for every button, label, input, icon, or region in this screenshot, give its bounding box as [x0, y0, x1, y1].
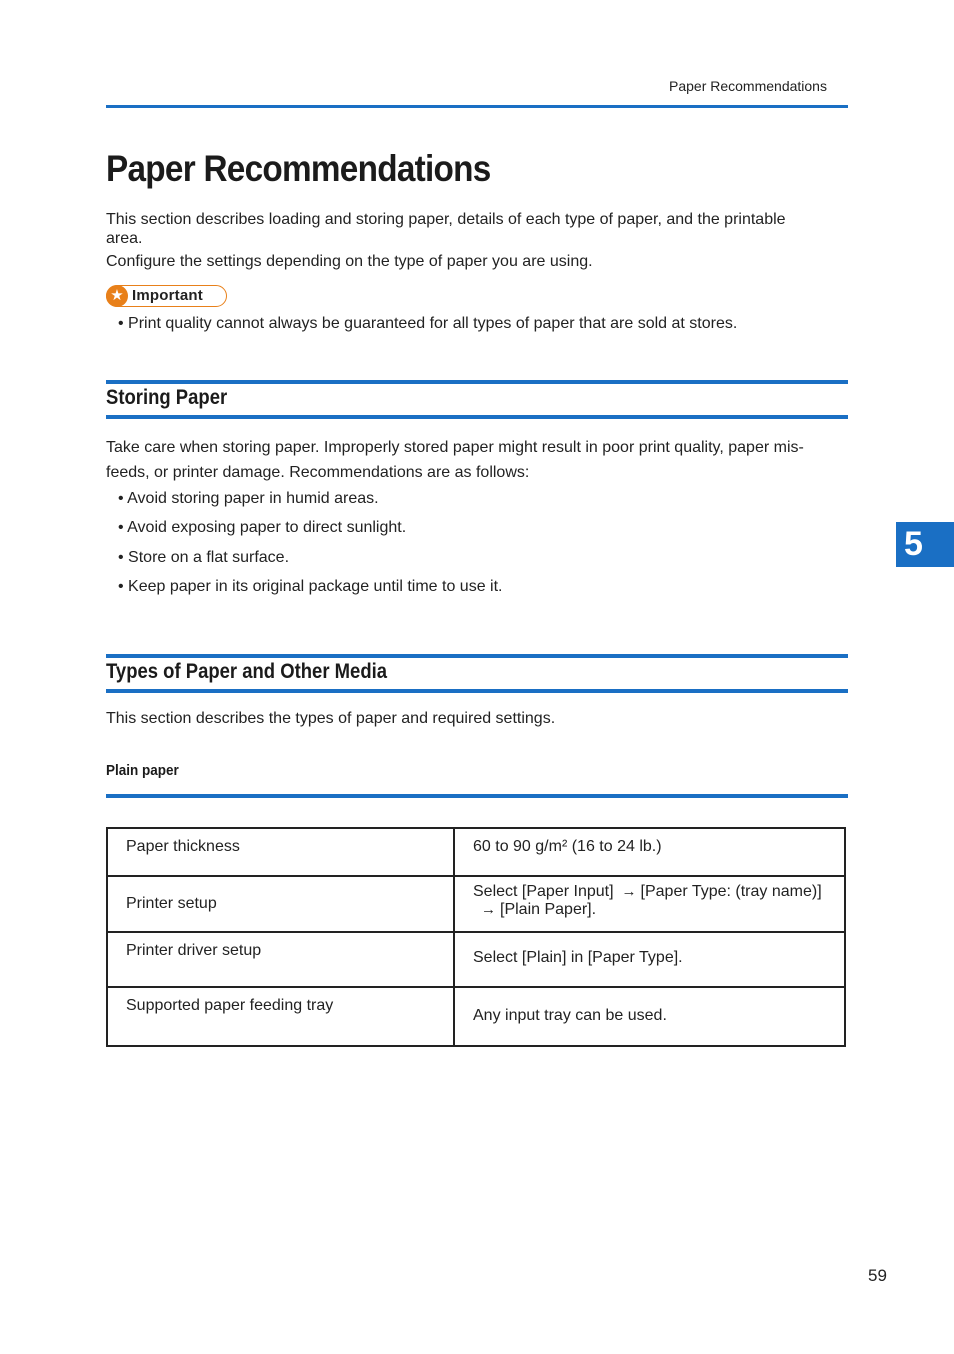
- table-cell-value: [454, 876, 845, 932]
- table-cell-label: Printer setup: [107, 876, 454, 932]
- table-cell-value: Select [Plain] in [Paper Type].: [454, 932, 845, 987]
- section-rule-top: [106, 654, 848, 658]
- table-cell-label: Supported paper feeding tray: [107, 987, 454, 1046]
- running-header: Paper Recommendations: [669, 78, 827, 94]
- list-item-text: Keep paper in its original package until time to use it.: [128, 578, 503, 595]
- page-title: Paper Recommendations: [106, 148, 491, 189]
- section-rule-top: [106, 380, 848, 384]
- table-row: [107, 987, 845, 1046]
- table-cell-text: Select [Paper Input]: [473, 883, 614, 900]
- intro-paragraph: Configure the settings depending on the type of paper you are using.: [106, 253, 593, 270]
- page-number: 59: [868, 1266, 887, 1285]
- section-rule-bottom: [106, 689, 848, 693]
- important-item-text: Print quality cannot always be guaranteed for all types of paper that are sold at stores.: [128, 315, 738, 332]
- list-item-text: Avoid storing paper in humid areas.: [127, 490, 379, 507]
- section-heading-storing: Storing Paper: [106, 386, 228, 409]
- table-row: [107, 932, 845, 987]
- star-icon: ★: [106, 285, 128, 307]
- table-cell-label: Paper thickness: [107, 828, 454, 876]
- table-cell-label: Printer driver setup: [107, 932, 454, 987]
- list-item: • Avoid storing paper in humid areas.: [118, 490, 379, 507]
- arrow-right-icon: →: [481, 901, 496, 918]
- plain-paper-table: [106, 827, 846, 1047]
- list-item: • Avoid exposing paper to direct sunlight.: [118, 519, 407, 536]
- storing-paragraph: Take care when storing paper. Improperly stored paper might result in poor print quality, paper mis-feeds, or printer damage. Recommendations are as follows:: [106, 439, 804, 481]
- section-heading-types: Types of Paper and Other Media: [106, 660, 388, 683]
- important-badge: [106, 285, 227, 307]
- table-row: [107, 828, 845, 876]
- important-label: Important: [132, 287, 203, 304]
- list-item-text: Avoid exposing paper to direct sunlight.: [127, 519, 407, 536]
- section-rule-bottom: [106, 415, 848, 419]
- subheading-rule: [106, 794, 848, 798]
- list-item-text: Store on a flat surface.: [128, 549, 290, 566]
- important-item: • Print quality cannot always be guaranteed for all types of paper that are sold at stores.: [118, 315, 738, 332]
- chapter-tab: 5: [896, 522, 954, 567]
- list-item: • Keep paper in its original package until time to use it.: [118, 578, 503, 595]
- table-cell-text: [Plain Paper].: [500, 901, 597, 918]
- arrow-right-icon: →: [621, 883, 637, 900]
- table-cell-value: Any input tray can be used.: [454, 987, 845, 1046]
- list-item: • Store on a flat surface.: [118, 549, 290, 566]
- table-cell-value: 60 to 90 g/m² (16 to 24 lb.): [454, 828, 845, 876]
- table-cell-text: [Paper Type: (tray name)]: [640, 883, 822, 900]
- header-rule: [106, 105, 848, 108]
- types-paragraph: This section describes the types of paper and required settings.: [106, 710, 556, 727]
- intro-paragraph: This section describes loading and storing paper, details of each type of paper, and the printable area.: [106, 211, 786, 247]
- table-row: [107, 876, 845, 932]
- subheading-plain-paper: Plain paper: [106, 762, 179, 779]
